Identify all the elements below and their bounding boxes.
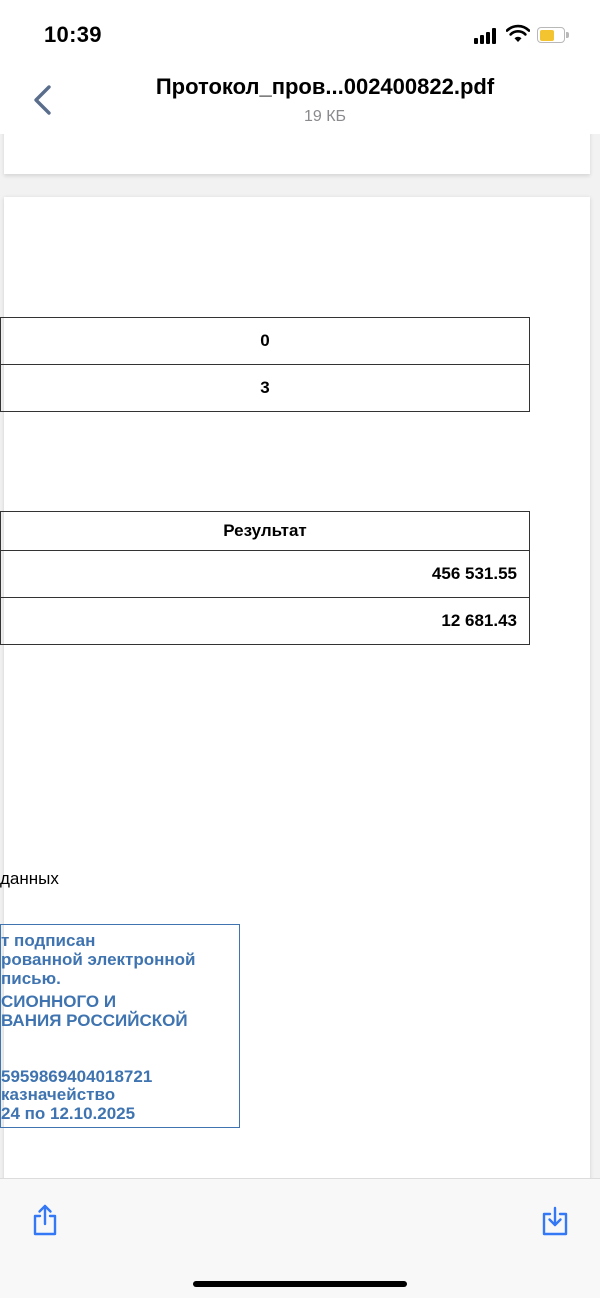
table-cell: 12 681.43 bbox=[1, 598, 530, 645]
digital-signature-stamp bbox=[0, 924, 240, 1128]
stamp-line: казначейство bbox=[1, 1085, 116, 1104]
table-row bbox=[1, 365, 530, 412]
data-table-1 bbox=[0, 317, 530, 412]
table-header-result: Результат bbox=[1, 512, 530, 551]
document-text: данных bbox=[0, 869, 59, 888]
chevron-left-icon bbox=[24, 80, 64, 120]
table-cell: 3 bbox=[1, 365, 530, 412]
document-title: Протокол_пров...002400822.pdf bbox=[155, 74, 495, 99]
stamp-line: ВАНИЯ РОССИЙСКОЙ bbox=[1, 1011, 188, 1030]
back-button[interactable] bbox=[24, 80, 64, 120]
pdf-viewer[interactable] bbox=[0, 134, 600, 1178]
table-header-row bbox=[1, 512, 530, 551]
table-row bbox=[1, 598, 530, 645]
home-indicator[interactable] bbox=[193, 1281, 407, 1287]
share-button[interactable] bbox=[30, 1203, 60, 1237]
status-bar bbox=[0, 0, 600, 70]
table-row bbox=[1, 551, 530, 598]
stamp-line: т подписан bbox=[1, 931, 96, 950]
result-table bbox=[0, 511, 530, 645]
table-row bbox=[1, 318, 530, 365]
table-cell: 456 531.55 bbox=[1, 551, 530, 598]
document-size: 19 КБ bbox=[303, 108, 347, 125]
previous-page bbox=[4, 134, 590, 174]
bottom-toolbar bbox=[0, 1178, 600, 1298]
download-button[interactable] bbox=[540, 1205, 570, 1237]
stamp-line: СИОННОГО И bbox=[1, 992, 117, 1011]
stamp-line: рованной электронной bbox=[1, 950, 196, 969]
download-icon bbox=[540, 1205, 570, 1237]
stamp-line: 5959869404018721 bbox=[1, 1067, 153, 1086]
table-cell: 0 bbox=[1, 318, 530, 365]
cellular-signal-icon bbox=[474, 28, 500, 44]
battery-icon bbox=[537, 27, 569, 43]
wifi-icon bbox=[506, 24, 530, 44]
stamp-line: писью. bbox=[1, 969, 61, 988]
stamp-line: 24 по 12.10.2025 bbox=[1, 1104, 136, 1123]
pdf-page bbox=[0, 197, 590, 1178]
share-icon bbox=[30, 1203, 60, 1237]
status-time: 10:39 bbox=[44, 22, 102, 47]
nav-bar bbox=[0, 70, 600, 135]
